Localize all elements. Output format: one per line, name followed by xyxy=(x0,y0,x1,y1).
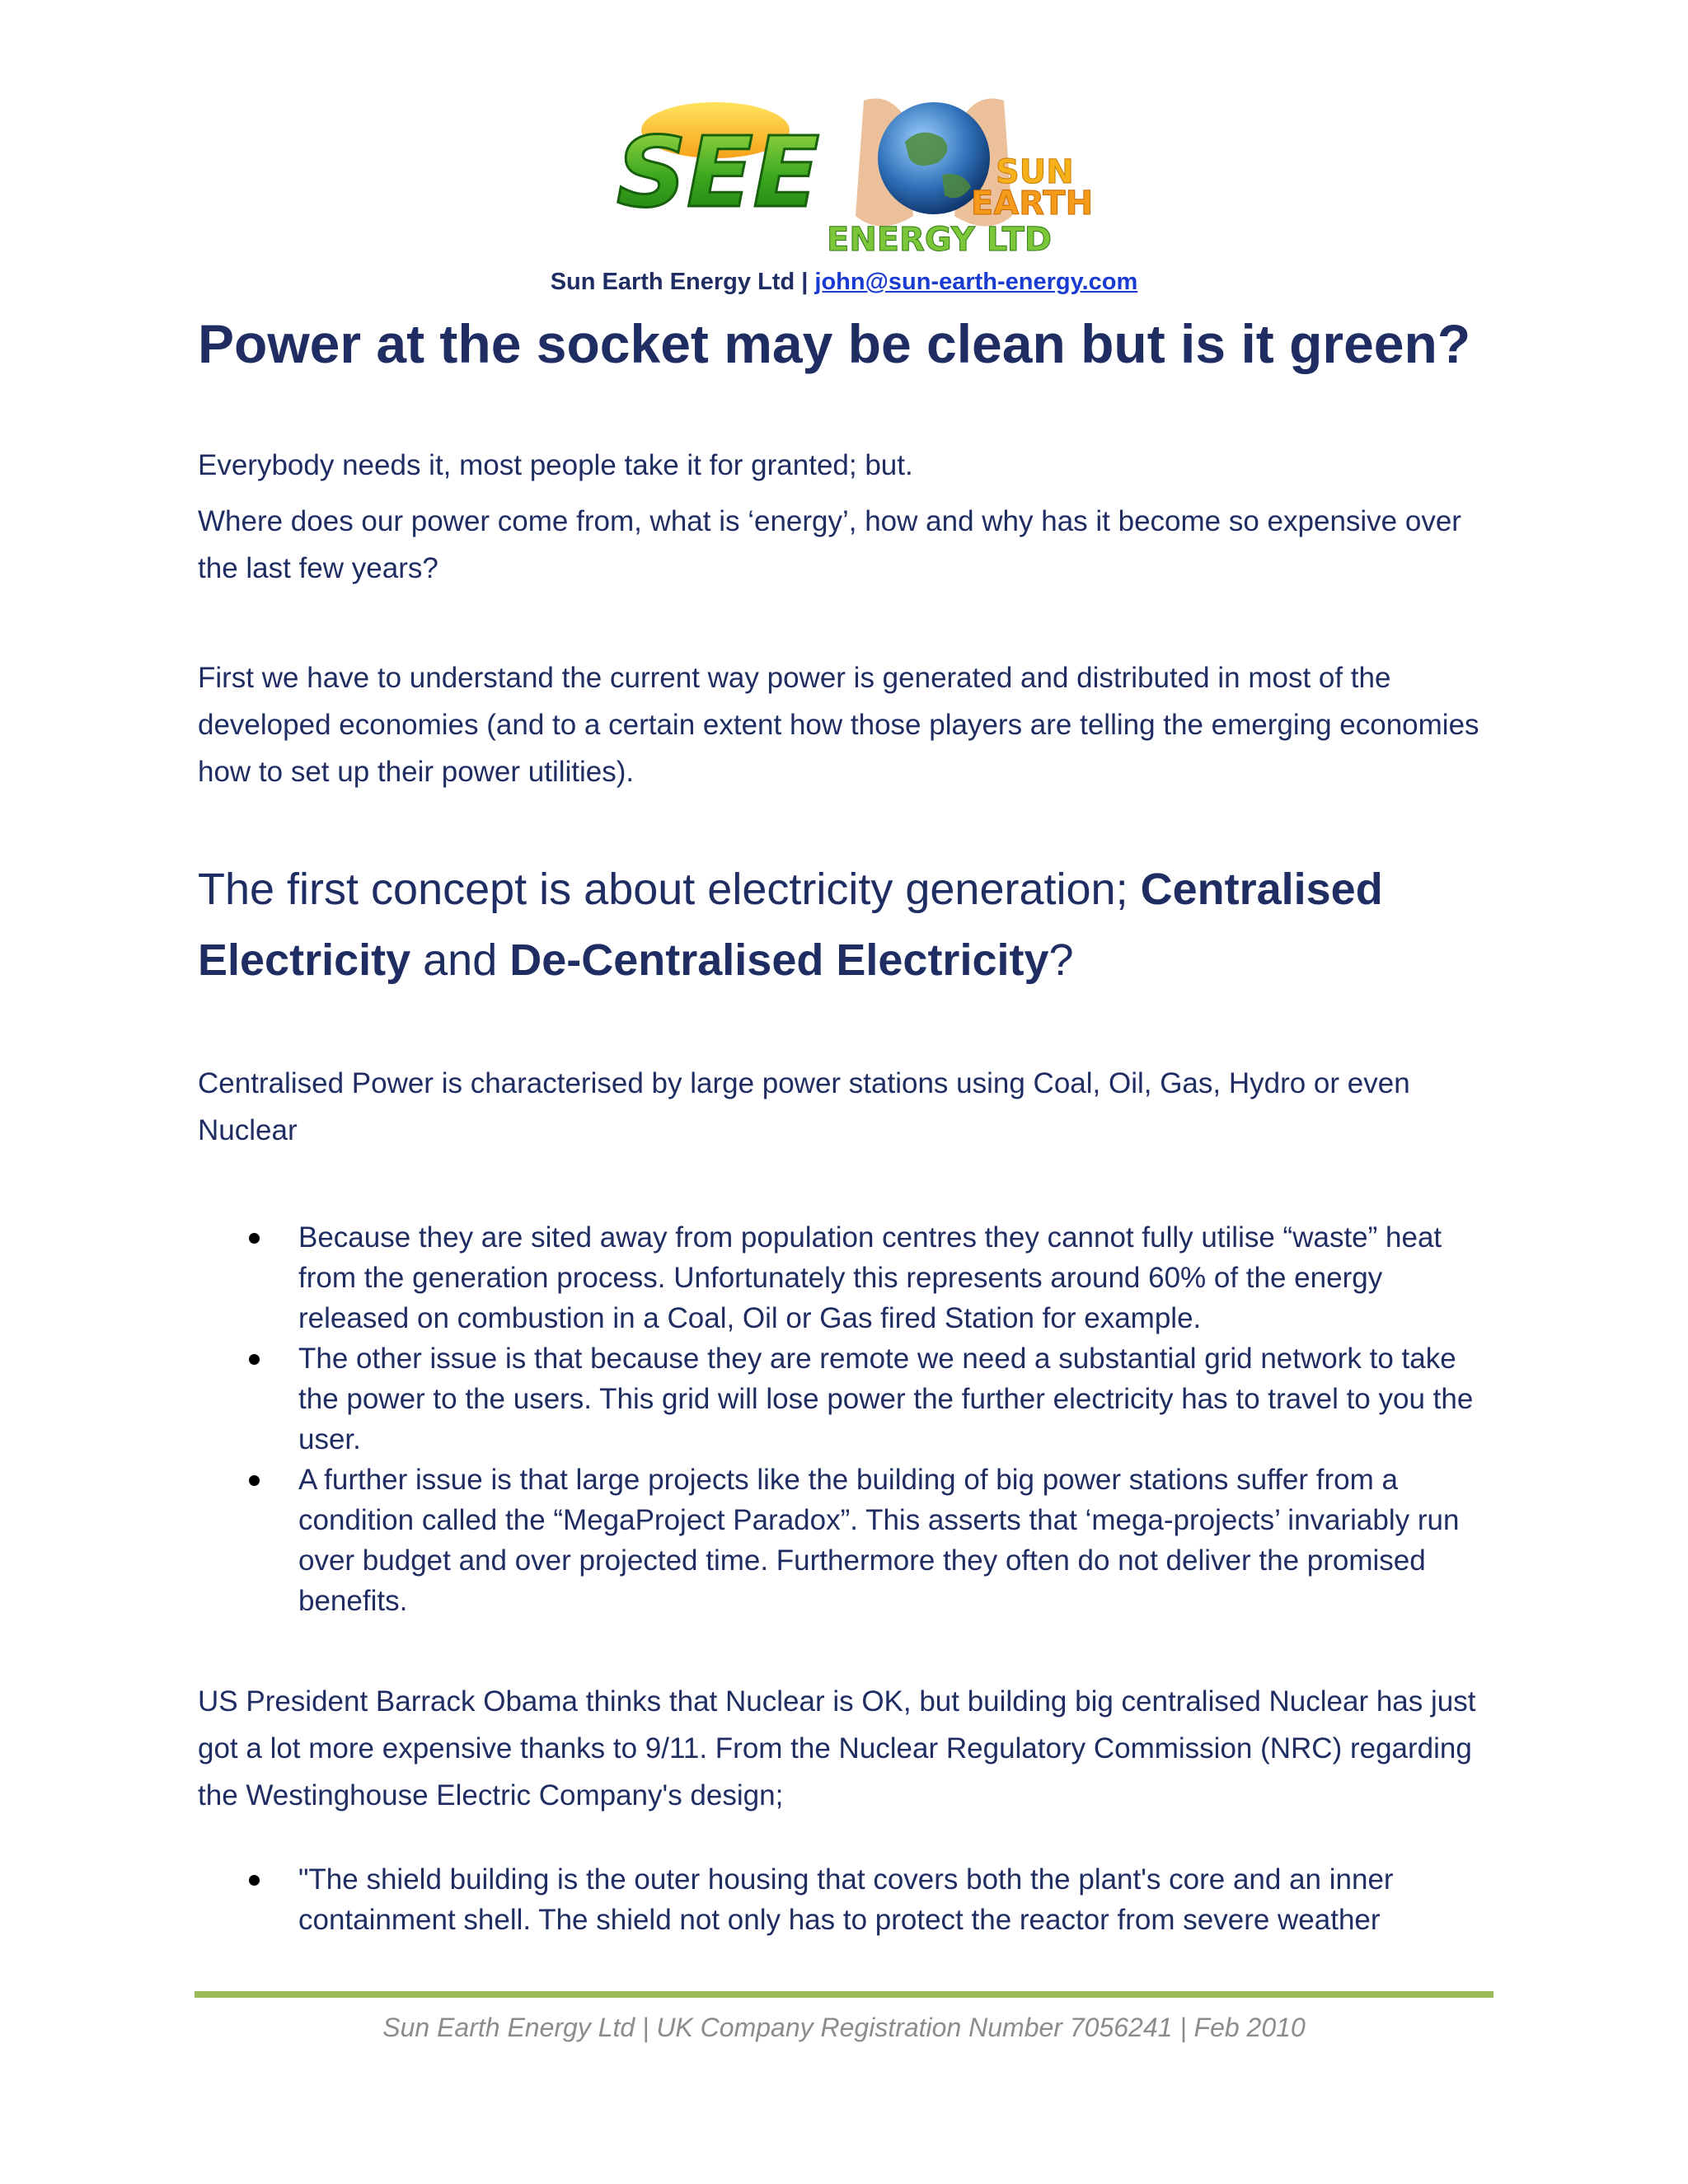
logo-energy-ltd-text: ENERGY LTD xyxy=(827,221,1053,259)
bullet-icon xyxy=(249,1475,260,1486)
email-link[interactable]: john@sun-earth-energy.com xyxy=(814,269,1138,295)
centralised-power-paragraph: Centralised Power is characterised by large power stations using Coal, Oil, Gas, Hydro or even Nuclear xyxy=(198,1067,1410,1146)
list-item: "The shield building is the outer housing that covers both the plant's core and an inner containment shell. The shield not only has to protect the reactor from severe weather xyxy=(198,1859,1492,1940)
logo-see-letters: SEE xyxy=(617,115,820,229)
list-item: The other issue is that because they are remote we need a substantial grid network to take the power to the users. This grid will lose power the further electricity has to travel to you the user. xyxy=(198,1338,1492,1460)
intro-paragraph-3: First we have to understand the current way power is generated and distributed in most of the developed economies (and to a certain extent how those players are telling the emerging economies how to set up their power utilities). xyxy=(198,662,1479,788)
subheading-text-1: The first concept is about electricity generation; xyxy=(198,865,1141,914)
company-logo xyxy=(617,92,1094,259)
footer-divider xyxy=(195,1991,1493,1998)
centralised-issues-list xyxy=(198,1217,1492,1621)
page-title: Power at the socket may be clean but is it green? xyxy=(198,313,1471,374)
section-subheading xyxy=(198,854,1492,996)
intro-paragraph-2: Where does our power come from, what is ‘energy’, how and why has it become so expensive over the last few years? xyxy=(198,505,1461,584)
list-item: A further issue is that large projects like the building of big power stations suffer from a condition called the “MegaProject Paradox”. This asserts that ‘mega-projects’ invariably run over budget and over projected time. Furthermore they often do not deliver the promised benefits. xyxy=(198,1460,1492,1621)
sun-earth-energy-logo xyxy=(617,92,1094,259)
nrc-quote-list xyxy=(198,1859,1492,1940)
bullet-icon xyxy=(249,1875,260,1886)
logo-earth-text: EARTH xyxy=(971,185,1094,223)
obama-paragraph: US President Barrack Obama thinks that Nuclear is OK, but building big centralised Nuclear has just got a lot more expensive thanks to 9/11. From the Nuclear Regulatory Commission (NRC) regarding the Westinghouse Electric Company's design; xyxy=(198,1685,1476,1811)
subheading-text-3: ? xyxy=(1048,935,1074,985)
header-contact-line xyxy=(0,269,1688,296)
bullet-icon xyxy=(249,1233,260,1244)
subheading-bold-decentralised: De-Centralised Electricity xyxy=(509,935,1049,985)
footer-text: Sun Earth Energy Ltd | UK Company Registration Number 7056241 | Feb 2010 xyxy=(382,2013,1306,2042)
list-item: Because they are sited away from population centres they cannot fully utilise “waste” heat from the generation process. Unfortunately this represents around 60% of the energy released on combustion in a Coal, Oil or Gas fired Station for example. xyxy=(198,1217,1492,1338)
logo-sun-text: SUN xyxy=(996,153,1074,191)
bullet-icon xyxy=(249,1354,260,1365)
intro-paragraph-1: Everybody needs it, most people take it for granted; but. xyxy=(198,449,913,481)
subheading-bold-centralised: Centralised Electricity xyxy=(198,865,1383,985)
subheading-text-2: and xyxy=(410,935,510,985)
header-company-name: Sun Earth Energy Ltd | xyxy=(550,269,809,295)
